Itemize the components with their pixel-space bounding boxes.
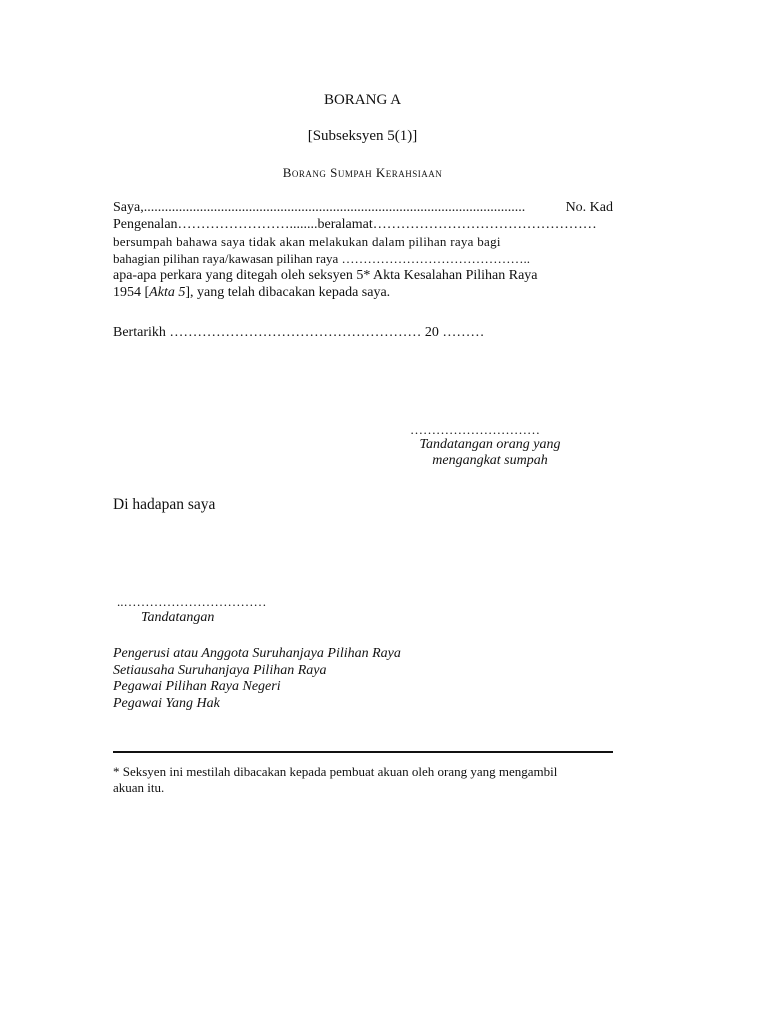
witness-signature-caption: Tandatangan	[141, 610, 215, 625]
name-field-label: Saya,.............................................................................................................	[113, 200, 526, 215]
oath-line-6-rest: ], yang telah dibacakan kepada saya.	[185, 285, 391, 300]
official-state-officer: Pegawai Pilihan Raya Negeri	[113, 679, 281, 694]
form-heading: Borang Sumpah Kerahsiaan	[282, 165, 443, 180]
before-me-label: Di hadapan saya	[113, 496, 216, 513]
official-secretary: Setiausaha Suruhanjaya Pilihan Raya	[113, 662, 327, 678]
form-subsection: [Subseksyen 5(1)]	[307, 128, 418, 144]
official-authorised-officer: Pegawai Yang Hak	[113, 695, 220, 711]
oath-taker-signature-line: …………………………	[410, 422, 540, 437]
footnote	[113, 764, 613, 796]
id-card-label: No. Kad	[565, 200, 613, 215]
oath-line-3	[113, 234, 613, 250]
oath-line-3-text: bersumpah bahawa saya tidak akan melakukan dalam pilihan raya bagi	[113, 234, 501, 249]
witness-signature-line: ..……………………………	[117, 594, 267, 609]
footnote-divider	[113, 751, 613, 753]
oath-line-5: apa-apa perkara yang ditegah oleh seksyen 5* Akta Kesalahan Pilihan Raya	[113, 268, 538, 283]
oath-line-1	[113, 200, 613, 216]
footnote-line-2: akuan itu.	[113, 780, 165, 795]
act-year: 1954 [	[113, 285, 150, 300]
oath-line-4: bahagian pilihan raya/kawasan pilihan raya ……………………………………..	[113, 251, 530, 266]
oath-line-6	[113, 285, 613, 301]
oath-taker-caption-line-1: Tandatangan orang yang	[419, 437, 561, 452]
oath-line-2: Pengenalan……………………........beralamat…………………………………………	[113, 217, 597, 232]
date-line: Bertarikh ……………………………………………… 20 ………	[113, 325, 485, 340]
oath-taker-caption-line-2: mengangkat sumpah	[432, 453, 548, 468]
act-reference: Akta 5	[149, 285, 186, 300]
form-title: BORANG A	[323, 92, 402, 108]
oath-taker-signature-caption	[395, 437, 585, 469]
footnote-line-1: * Seksyen ini mestilah dibacakan kepada pembuat akuan oleh orang yang mengambil	[113, 764, 558, 779]
official-chairman: Pengerusi atau Anggota Suruhanjaya Pilihan Raya	[113, 646, 401, 661]
officials-list	[113, 646, 401, 712]
